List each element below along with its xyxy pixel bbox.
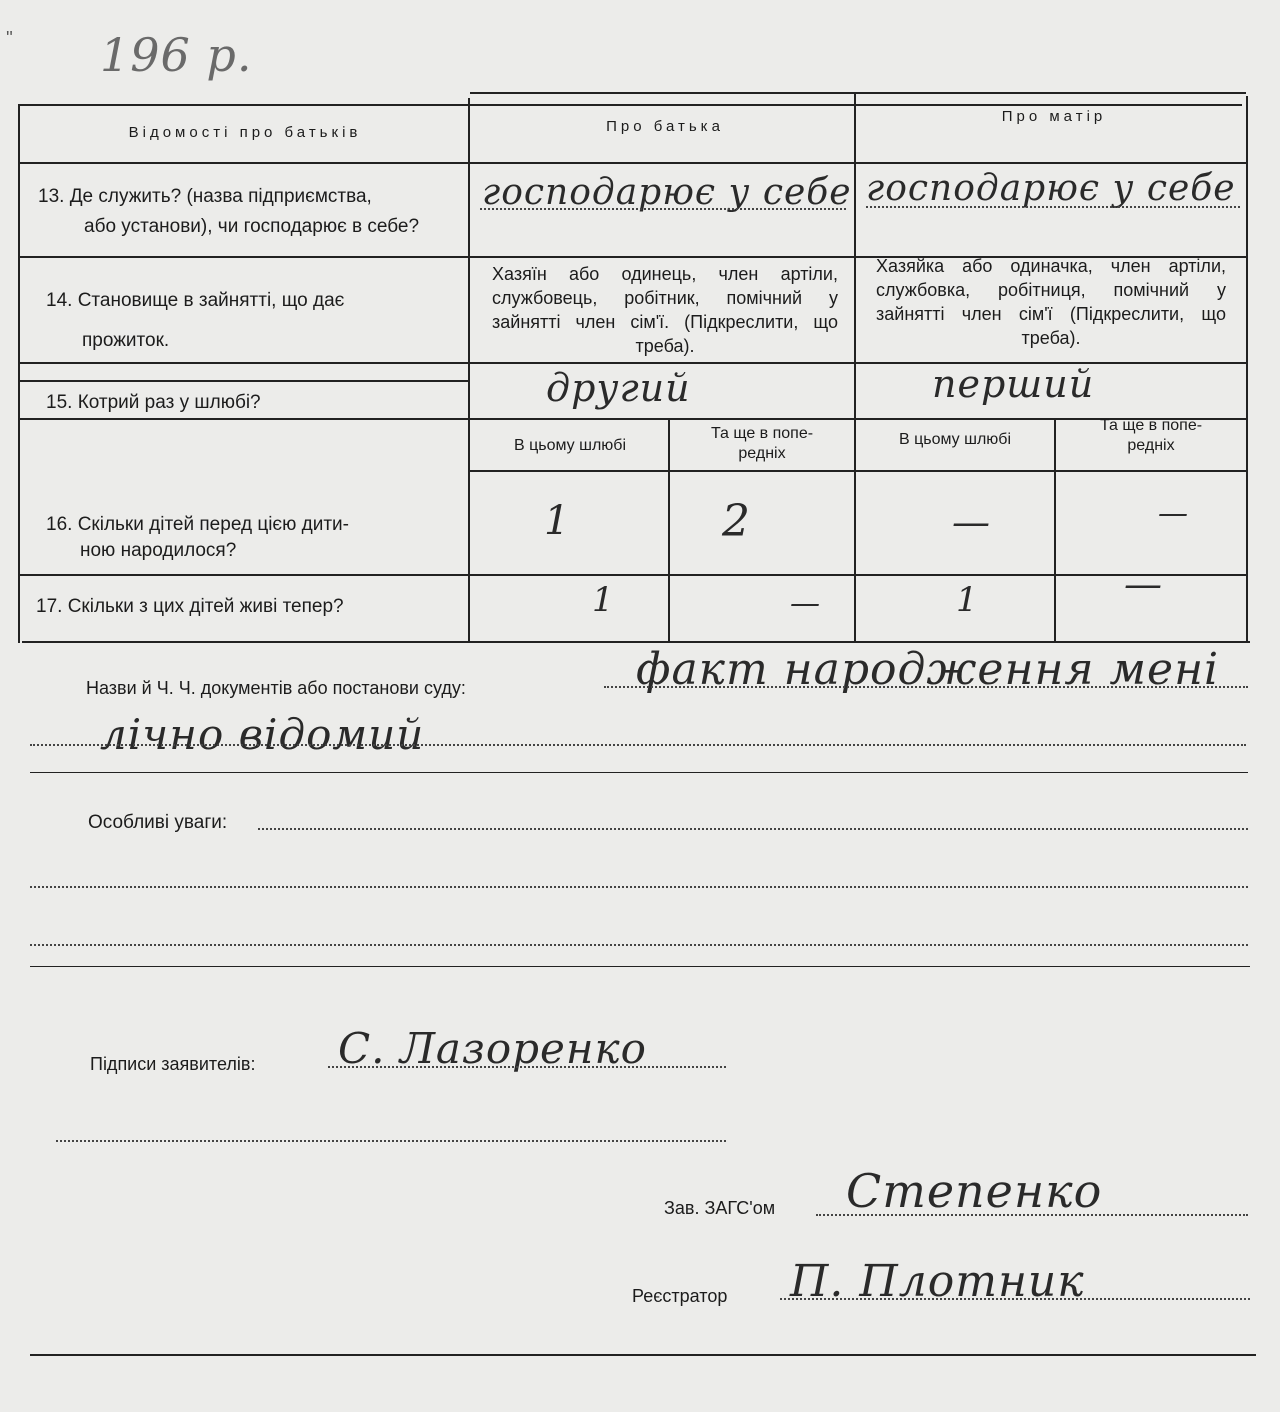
subheader-mother-this-marriage: В цьому шлюбі bbox=[898, 431, 1012, 448]
q13-label-line2: або установи), чи господарює в себе? bbox=[84, 216, 420, 237]
q15-label: 15. Котрий раз у шлюбі? bbox=[46, 392, 261, 413]
q17-father-this: 1 bbox=[592, 580, 614, 620]
documents-label: Назви й Ч. Ч. документів або постанови суду: bbox=[86, 678, 466, 698]
q16-father-this: 1 bbox=[544, 498, 570, 544]
applicants-signature-label: Підписи заявителів: bbox=[90, 1054, 256, 1074]
q16-label-line2: ною народилося? bbox=[80, 540, 237, 561]
header-father: Про батька bbox=[606, 118, 724, 135]
q16-mother-prev: — bbox=[1158, 496, 1188, 531]
applicants-signature: С. Лазоренко bbox=[338, 1024, 647, 1073]
registrar-signature: П. Плотник bbox=[790, 1256, 1085, 1307]
q14-mother-options: Хазяйка або одиначка, член артіли, службовка, робітниця, помічний у зайнятті член сім'ї (Підкреслити, що треба). bbox=[876, 256, 1226, 348]
q14-label-line2: прожиток. bbox=[82, 330, 170, 351]
subheader-father-this-marriage: В цьому шлюбі bbox=[513, 437, 627, 454]
q16-father-prev: 2 bbox=[722, 496, 750, 547]
q16-label-line1: 16. Скільки дітей перед цією дити- bbox=[46, 514, 349, 535]
q17-father-prev: — bbox=[790, 586, 820, 621]
head-zags-signature: Степенко bbox=[846, 1164, 1103, 1218]
q17-mother-this: 1 bbox=[956, 580, 978, 620]
header-mother: Про матір bbox=[1001, 108, 1107, 125]
q15-mother-answer: перший bbox=[932, 362, 1095, 406]
subheader-father-previous: Та ще в попе- редніх bbox=[710, 425, 814, 462]
subheader-mother-previous: Та ще в попе- редніх bbox=[1099, 417, 1203, 454]
q17-mother-prev: — bbox=[1124, 562, 1162, 606]
q14-label-line1: 14. Становище в зайнятті, що дає bbox=[46, 290, 345, 311]
documents-value-line1: факт народження мені bbox=[636, 644, 1220, 695]
q13-father-answer: господарює у себе bbox=[482, 172, 852, 213]
q13-mother-answer: господарює у себе bbox=[866, 168, 1236, 209]
corner-mark: '' bbox=[6, 28, 13, 48]
head-zags-label: Зав. ЗАГС'ом bbox=[664, 1198, 776, 1218]
parents-info-table bbox=[0, 0, 1280, 650]
q14-father-options: Хазяїн або одинець, член артіли, службовець, робітник, помічний у зайнятті член сім'ї. (Підкреслити, що треба). bbox=[492, 264, 838, 356]
header-parents-info: Відомості про батьків bbox=[128, 124, 362, 141]
q17-label: 17. Скільки з цих дітей живі тепер? bbox=[36, 596, 344, 617]
q13-label-line1: 13. Де служить? (назва підприємства, bbox=[38, 186, 372, 207]
remarks-label: Особливі уваги: bbox=[88, 812, 228, 833]
corner-year-note: 196 р. bbox=[100, 28, 253, 82]
q16-mother-this: — bbox=[952, 500, 990, 544]
q15-father-answer: другий bbox=[546, 366, 691, 410]
registrar-label: Реєстратор bbox=[632, 1286, 728, 1306]
documents-value-line2: лічно відомий bbox=[100, 710, 425, 759]
